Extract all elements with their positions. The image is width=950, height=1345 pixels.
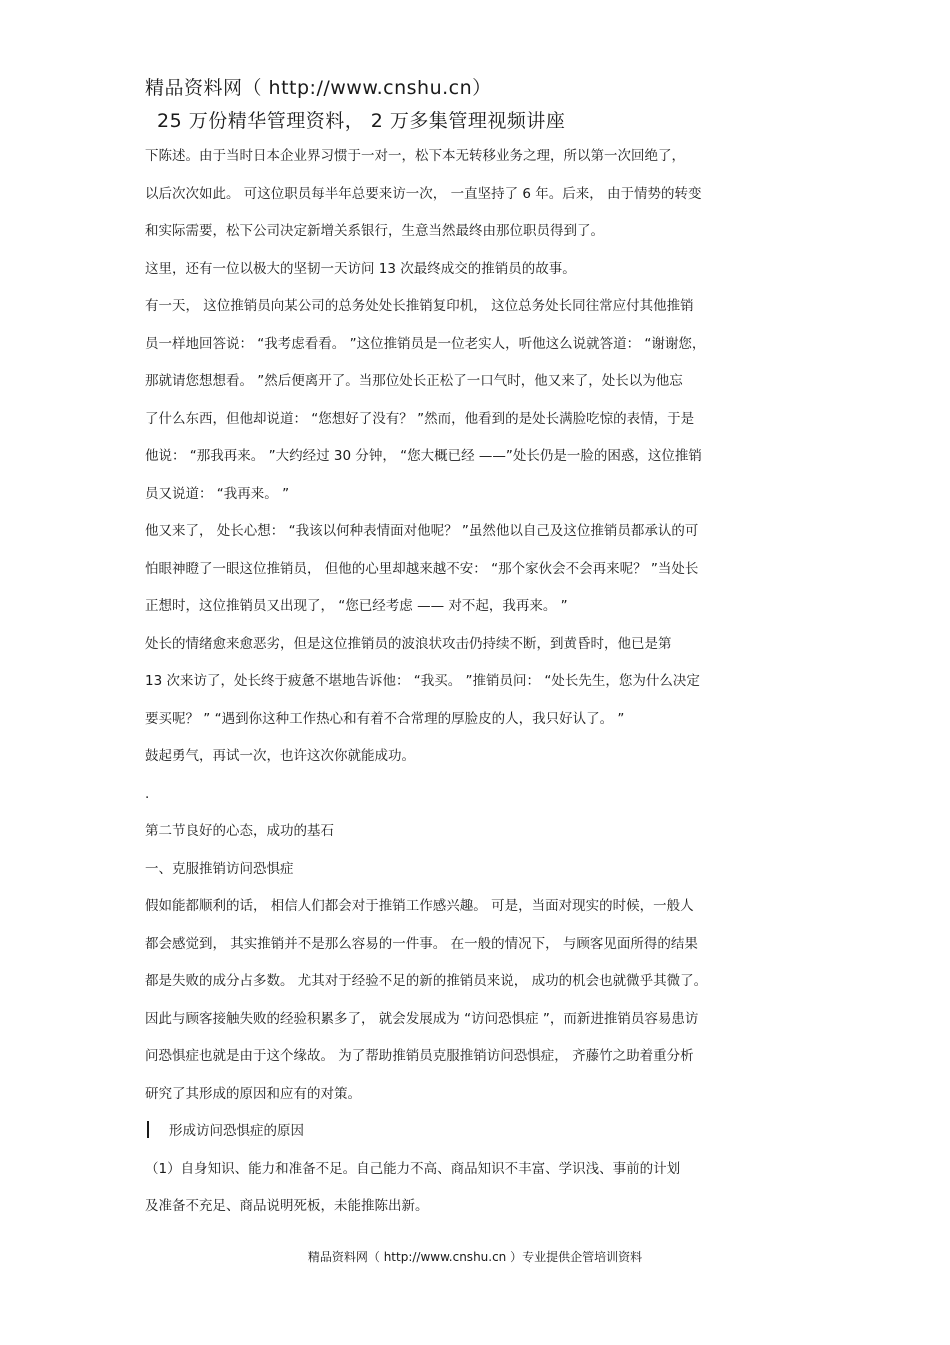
body-line: 要买呢？ ” “遇到你这种工作热心和有着不合常理的厚脸皮的人，我只好认了。 ” [145,710,625,727]
subsection-heading: 一、克服推销访问恐惧症 [145,860,294,877]
body-text [145,138,815,1226]
body-line: 正想时，这位推销员又出现了， “您已经考虑 —— 对不起，我再来。 ” [145,598,568,614]
body-line: 假如能都顺利的话， 相信人们都会对于推销工作感兴趣。 可是，当面对现实的时候，一般人 [145,898,694,914]
body-line: 这里，还有一位以极大的坚韧一天访问 13 次最终成交的推销员的故事。 [145,260,576,277]
body-line: 处长的情绪愈来愈恶劣，但是这位推销员的波浪状攻击仍持续不断，到黄昏时，他已是第 [145,635,672,652]
section-marker-icon [147,1121,149,1138]
header-site-title: 精品资料网（ http://www.cnshu.cn） [145,77,492,99]
body-line: 鼓起勇气，再试一次，也许这次你就能成功。 [145,748,415,764]
body-line: 研究了其形成的原因和应有的对策。 [145,1085,361,1102]
body-line: 那就请您想想看。 ”然后便离开了。当那位处长正松了一口气时，他又来了，处长以为他忘 [145,373,683,389]
body-line: 13 次来访了，处长终于疲惫不堪地告诉他： “我买。 ”推销员问： “处长先生，您为什么决定 [145,673,700,689]
body-line: 他说： “那我再来。 ”大约经过 30 分钟， “您大概已经 ——”处长仍是一脸的困惑，这位推销 [145,448,702,464]
body-line: 及准备不充足、商品说明死板，未能推陈出新。 [145,1198,429,1214]
header-tagline: 25 万份精华管理资料， 2 万多集管理视频讲座 [157,110,566,132]
body-line: 有一天， 这位推销员向某公司的总务处处长推销复印机， 这位总务处长同往常应付其他推销 [145,298,694,314]
body-line: 他又来了， 处长心想： “我该以何种表情面对他呢？ ”虽然他以自己及这位推销员都承认的可 [145,523,699,539]
numbered-heading-label: 形成访问恐惧症的原因 [169,1123,304,1139]
body-line: 都是失败的成分占多数。 尤其对于经验不足的新的推销员来说， 成功的机会也就微乎其微了。 [145,973,708,989]
section-heading: 第二节良好的心态，成功的基石 [145,823,334,839]
page-footer: 精品资料网（ http://www.cnshu.cn ）专业提供企管培训资料 [307,1250,643,1264]
body-line: 了什么东西，但他却说道： “您想好了没有？ ”然而，他看到的是处长满脸吃惊的表情，于是 [145,410,695,427]
body-line: 都会感觉到， 其实推销并不是那么容易的一件事。 在一般的情况下， 与顾客见面所得的结果 [145,935,698,952]
body-line: 员一样地回答说： “我考虑看看。 ”这位推销员是一位老实人，听他这么说就答道： “谢谢您， [145,335,706,352]
body-line: （1）自身知识、能力和准备不足。自己能力不高、商品知识不丰富、学识浅、事前的计划 [145,1160,681,1177]
numbered-heading [145,1113,815,1151]
body-line: 因此与顾客接触失败的经验积累多了， 就会发展成为 “访问恐惧症 ”，而新进推销员容易患访 [145,1010,699,1027]
body-line: 和实际需要，松下公司决定新增关系银行，生意当然最终由那位职员得到了。 [145,223,604,239]
body-line: 下陈述。由于当时日本企业界习惯于一对一，松下本无转移业务之理，所以第一次回绝了， [145,148,685,164]
body-line: 以后次次如此。 可这位职员每半年总要来访一次， 一直坚持了 6 年。后来， 由于情势的转变 [145,185,702,202]
body-line: 问恐惧症也就是由于这个缘故。 为了帮助推销员克服推销访问恐惧症， 齐藤竹之助着重分析 [145,1048,694,1064]
body-line: 员又说道： “我再来。 ” [145,485,290,502]
body-line: 怕眼神瞪了一眼这位推销员， 但他的心里却越来越不安： “那个家伙会不会再来呢？ ”当处长 [145,560,699,577]
body-line: . [145,785,150,802]
